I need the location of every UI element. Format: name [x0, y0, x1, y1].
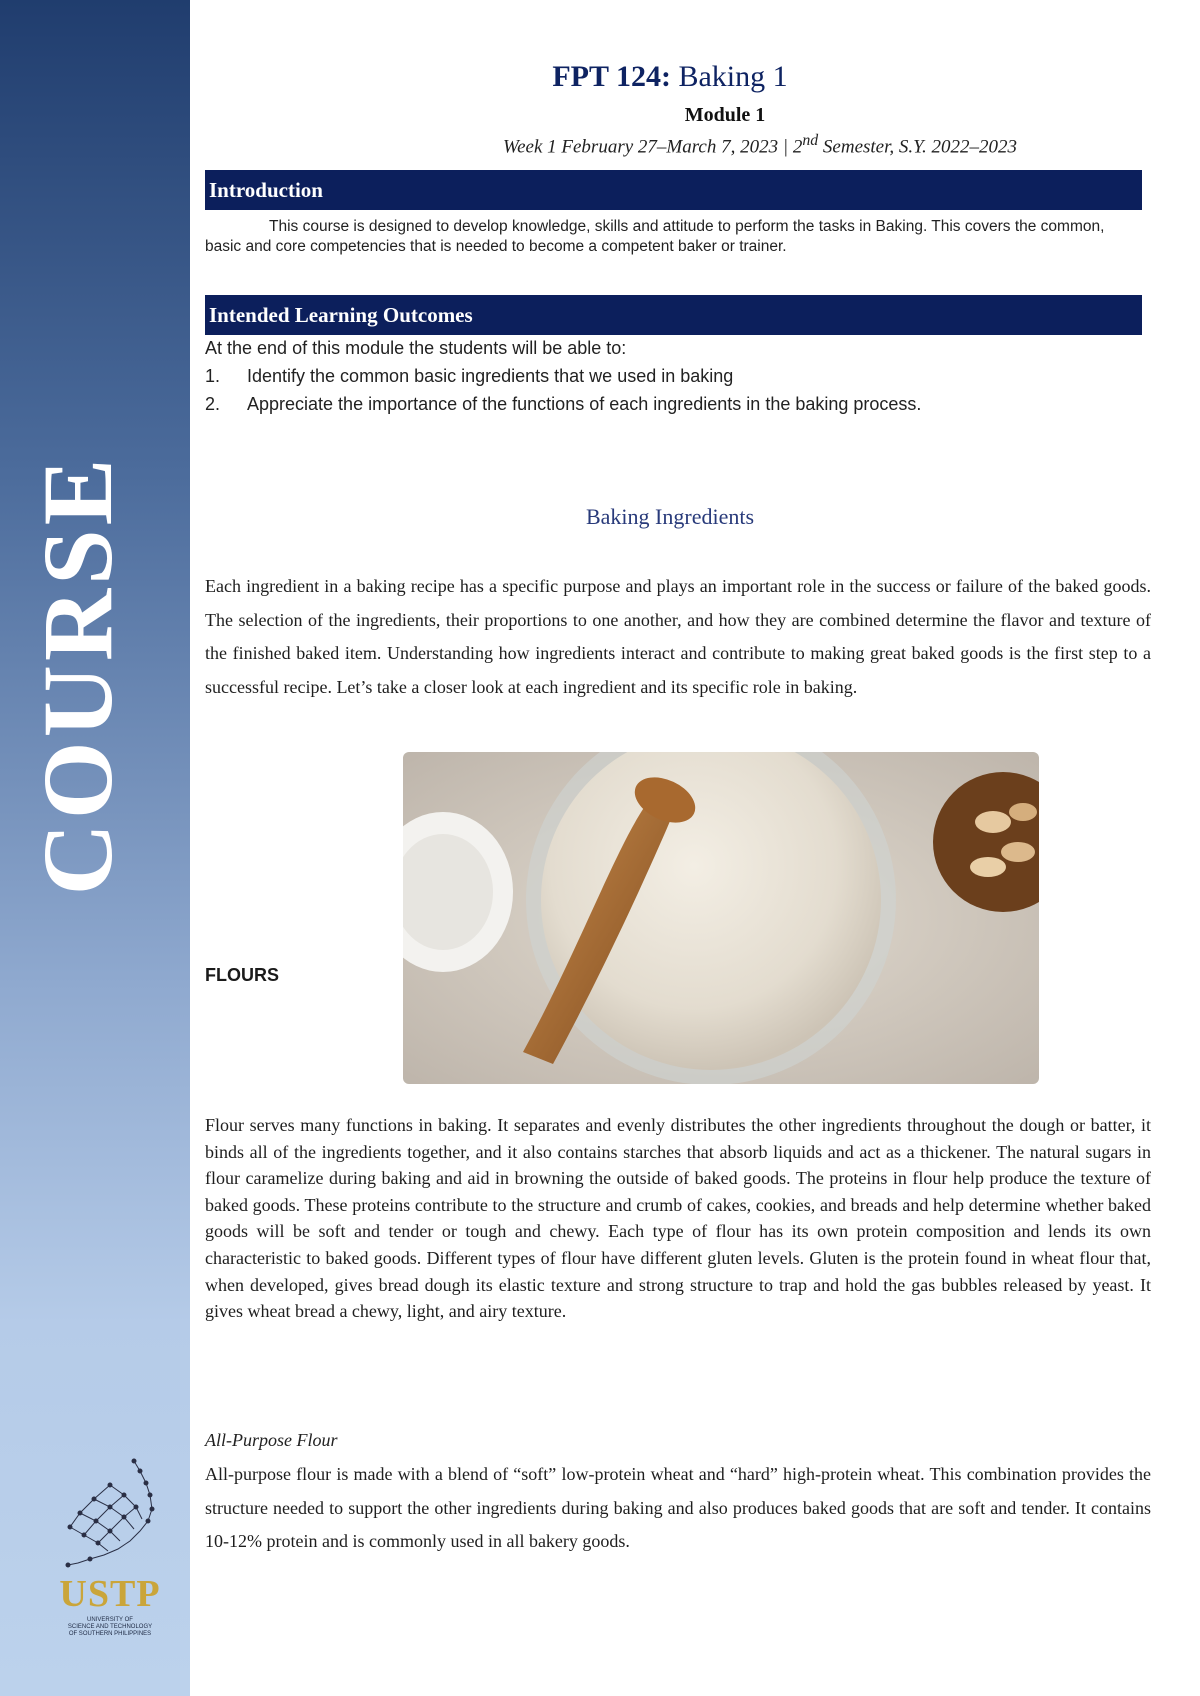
sidebar — [0, 0, 190, 1696]
module-label: Module 1 — [684, 104, 766, 126]
schedule-line: Week 1 February 27–March 7, 2023 | 2nd Semester, S.Y. 2022–2023 — [503, 132, 1017, 158]
introduction-heading: Introduction — [205, 170, 1142, 210]
logo-abbreviation: USTP — [59, 1573, 161, 1615]
outcomes-lead: At the end of this module the students will be able to: — [205, 338, 627, 358]
vertical-course-word: COURSE — [22, 454, 133, 896]
outcomes-list — [205, 366, 921, 422]
flours-paragraph: Flour serves many functions in baking. It separates and evenly distributes the other ingredients throughout the dough or batter, it binds all of the ingredients together, and it also contains starches that absorb liquids and act as a thickener. The natural sugars in flour caramelize during baking and aid in browning the outside of baked goods. The proteins in flour help produce the texture of baked goods. These proteins contribute to the structure and crumb of cakes, cookies, and breads and help determine whether baked goods will be soft and tender or tough and chewy. Each type of flour has its own protein composition and lends its own characteristic to baked goods. Different types of flour have different gluten levels. Gluten is the protein found in wheat flour that, when developed, gives bread dough its elastic texture and strong structure to trap and hold the gas bubbles released by yeast. It gives wheat bread a chewy, light, and airy texture. — [205, 1115, 1151, 1322]
introduction-text: This course is designed to develop knowledge, skills and attitude to perform the tasks in Baking. This covers the common, basic and core competencies that is needed to become a competent baker or trainer. — [205, 218, 1105, 255]
molecule-logo-icon — [50, 1455, 170, 1575]
all-purpose-flour-heading: All-Purpose Flour — [205, 1430, 338, 1450]
list-item: 2. Appreciate the importance of the functions of each ingredients in the baking process. — [205, 394, 922, 414]
course-code: FPT 124: — [552, 60, 671, 93]
logo-subtitle: UNIVERSITY OF SCIENCE AND TECHNOLOGY OF SOUTHERN PHILIPPINES — [67, 1617, 153, 1637]
flours-label: FLOURS — [205, 965, 279, 985]
flour-bowl-image — [403, 752, 1039, 1084]
outcomes-heading: Intended Learning Outcomes — [205, 295, 1142, 335]
baking-ingredients-heading: Baking Ingredients — [585, 504, 755, 529]
all-purpose-flour-paragraph: All-purpose flour is made with a blend of “soft” low-protein wheat and “hard” high-protein wheat. This combination provides the structure needed to support the other ingredients during baking and also produces baked goods that are soft and tender. It contains 10-12% protein and is commonly used in all bakery goods. — [205, 1464, 1151, 1551]
course-name: Baking 1 — [678, 60, 788, 93]
list-item: 1. Identify the common basic ingredients that we used in baking — [205, 366, 734, 386]
ustp-logo — [50, 1455, 170, 1665]
ingredients-intro-paragraph: Each ingredient in a baking recipe has a specific purpose and plays an important role in the success or failure of the baked goods. The selection of the ingredients, their proportions to one another, and how they are combined determine the flavor and texture of the finished baked item. Understanding how ingredients interact and contribute to making great baked goods is the first step to a successful recipe. Let’s take a closer look at each ingredient and its specific role in baking. — [205, 576, 1151, 697]
course-title — [190, 60, 1150, 94]
